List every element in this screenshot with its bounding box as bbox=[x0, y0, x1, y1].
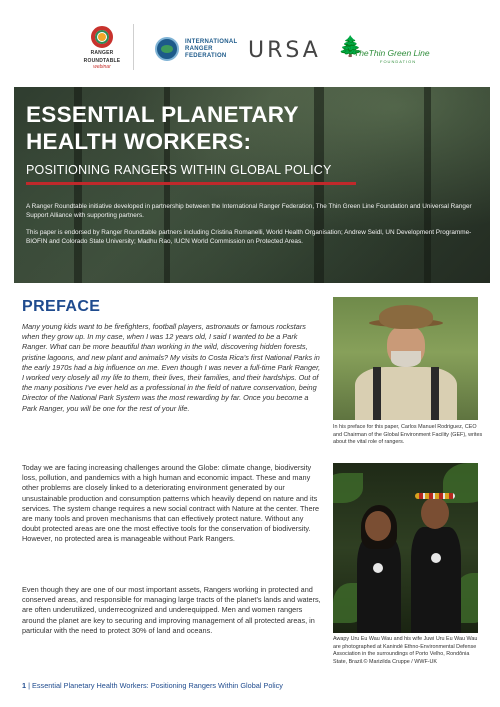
photo-uru-eu-wau-wau bbox=[333, 463, 478, 633]
logo-divider bbox=[133, 24, 134, 70]
title-line1: ESSENTIAL PLANETARY bbox=[26, 102, 299, 127]
title-line2: HEALTH WORKERS: bbox=[26, 129, 252, 154]
footer-title: Essential Planetary Health Workers: Positioning Rangers Within Global Policy bbox=[32, 681, 283, 690]
rr-logo-line1: RANGER bbox=[90, 50, 114, 56]
preface-intro: Many young kids want to be firefighters, football players, astronauts or famous rockstars when they grow up. In my case, when I was 12 years old, I said I wanted to be a Park Ranger. What can be more beautiful than working in the wild, discovering hidden forests, pristine lagoons, and new plant and animals? My visits to Costa Rica's first National Parks in the early 1970s had a big influence on me. Even though I was never a full-time Park Ranger, I worked very closely all my life to them, their lives, their families, and their hardships. Out of the many positions I've ever held as a professional in the field of nature conservation, being Director of the National Park System was the most rewarding by far. Once you become a Park Ranger, you will be one for the rest of your life. bbox=[22, 322, 321, 413]
footer-separator: | bbox=[28, 681, 30, 690]
thin-green-line-logo bbox=[338, 38, 433, 68]
roundtable-ring-icon bbox=[91, 26, 113, 48]
irf-logo bbox=[155, 36, 245, 64]
hero-banner bbox=[14, 87, 490, 283]
page-title bbox=[26, 101, 456, 155]
rr-logo-sub: webinar bbox=[93, 64, 111, 70]
tgl-name: TheThin Green Line bbox=[354, 48, 430, 58]
tree-icon: 🌲 bbox=[338, 36, 363, 58]
rr-logo-line2: ROUNDTABLE bbox=[83, 58, 121, 64]
photo-carlos-rodriguez bbox=[333, 297, 478, 420]
preface-heading: PREFACE bbox=[22, 298, 101, 315]
page-number: 1 bbox=[22, 681, 27, 690]
hero-paragraph-2: This paper is endorsed by Ranger Roundtable partners including Cristina Romanelli, World Health Organisation; Andrew Seidl, UN Development Programme-BIOFIN and Colorado State University; Madhu Rao, IUCN World Commission on Protected Areas. bbox=[26, 229, 472, 245]
irf-line2: RANGER bbox=[185, 46, 213, 52]
partner-logos bbox=[0, 0, 500, 82]
preface-body-2: Even though they are one of our most important assets, Rangers working in protected and conserved areas, and responsible for managing large tracts of the planet's lands and waters, are often underutilized, underrecognized and underequipped. Men and women rangers around the planet are key to securing and improving management of all protected areas, in particular with the need to protect 30% of land and oceans. bbox=[22, 585, 321, 635]
red-rule bbox=[26, 182, 356, 185]
ursa-logo: URSA bbox=[248, 38, 321, 63]
photo-caption-1: In his preface for this paper, Carlos Manuel Rodriguez, CEO and Chairman of the Global Environment Facility (GEF), writes about the vital role of rangers. bbox=[333, 424, 483, 446]
photo-caption-2: Awapy Uru Eu Wau Wau and his wife Juwi Uru Eu Wau Wau are photographed at Kanindé Ethno-Environmental Defense Association in the surroundings of Porto Velho, Rondônia State, Brazil.© Marizilda Cruppe / WWF-UK bbox=[333, 636, 478, 665]
page-footer bbox=[22, 681, 283, 690]
preface-body-1: Today we are facing increasing challenges around the Globe: climate change, biodiversity loss, pollution, and pandemics with a high human and economic impact. These and many other problems are closely linked to a deteriorating environment generated by our unsustainable production and consumption patterns which heavily depend on nature and its services. The system change requires a new social contract with Nature at the center. There are many tools and proven mechanisms that can effectively protect nature. Without any doubt protected areas are one the most effective tools for the conservation of biodiversity. However, no protected area is manageable without Park Rangers. bbox=[22, 463, 320, 544]
hero-paragraph-1: A Ranger Roundtable initiative developed in partnership between the International Ranger Federation, The Thin Green Line Foundation and Universal Ranger Support Alliance with supporting partners. bbox=[26, 203, 472, 219]
globe-icon bbox=[155, 37, 179, 61]
page-subtitle: POSITIONING RANGERS WITHIN GLOBAL POLICY bbox=[26, 163, 332, 177]
irf-line3: FEDERATION bbox=[185, 53, 227, 59]
tgl-sub: FOUNDATION bbox=[380, 59, 417, 64]
irf-line1: INTERNATIONAL bbox=[185, 39, 238, 45]
ranger-roundtable-logo bbox=[80, 26, 124, 70]
